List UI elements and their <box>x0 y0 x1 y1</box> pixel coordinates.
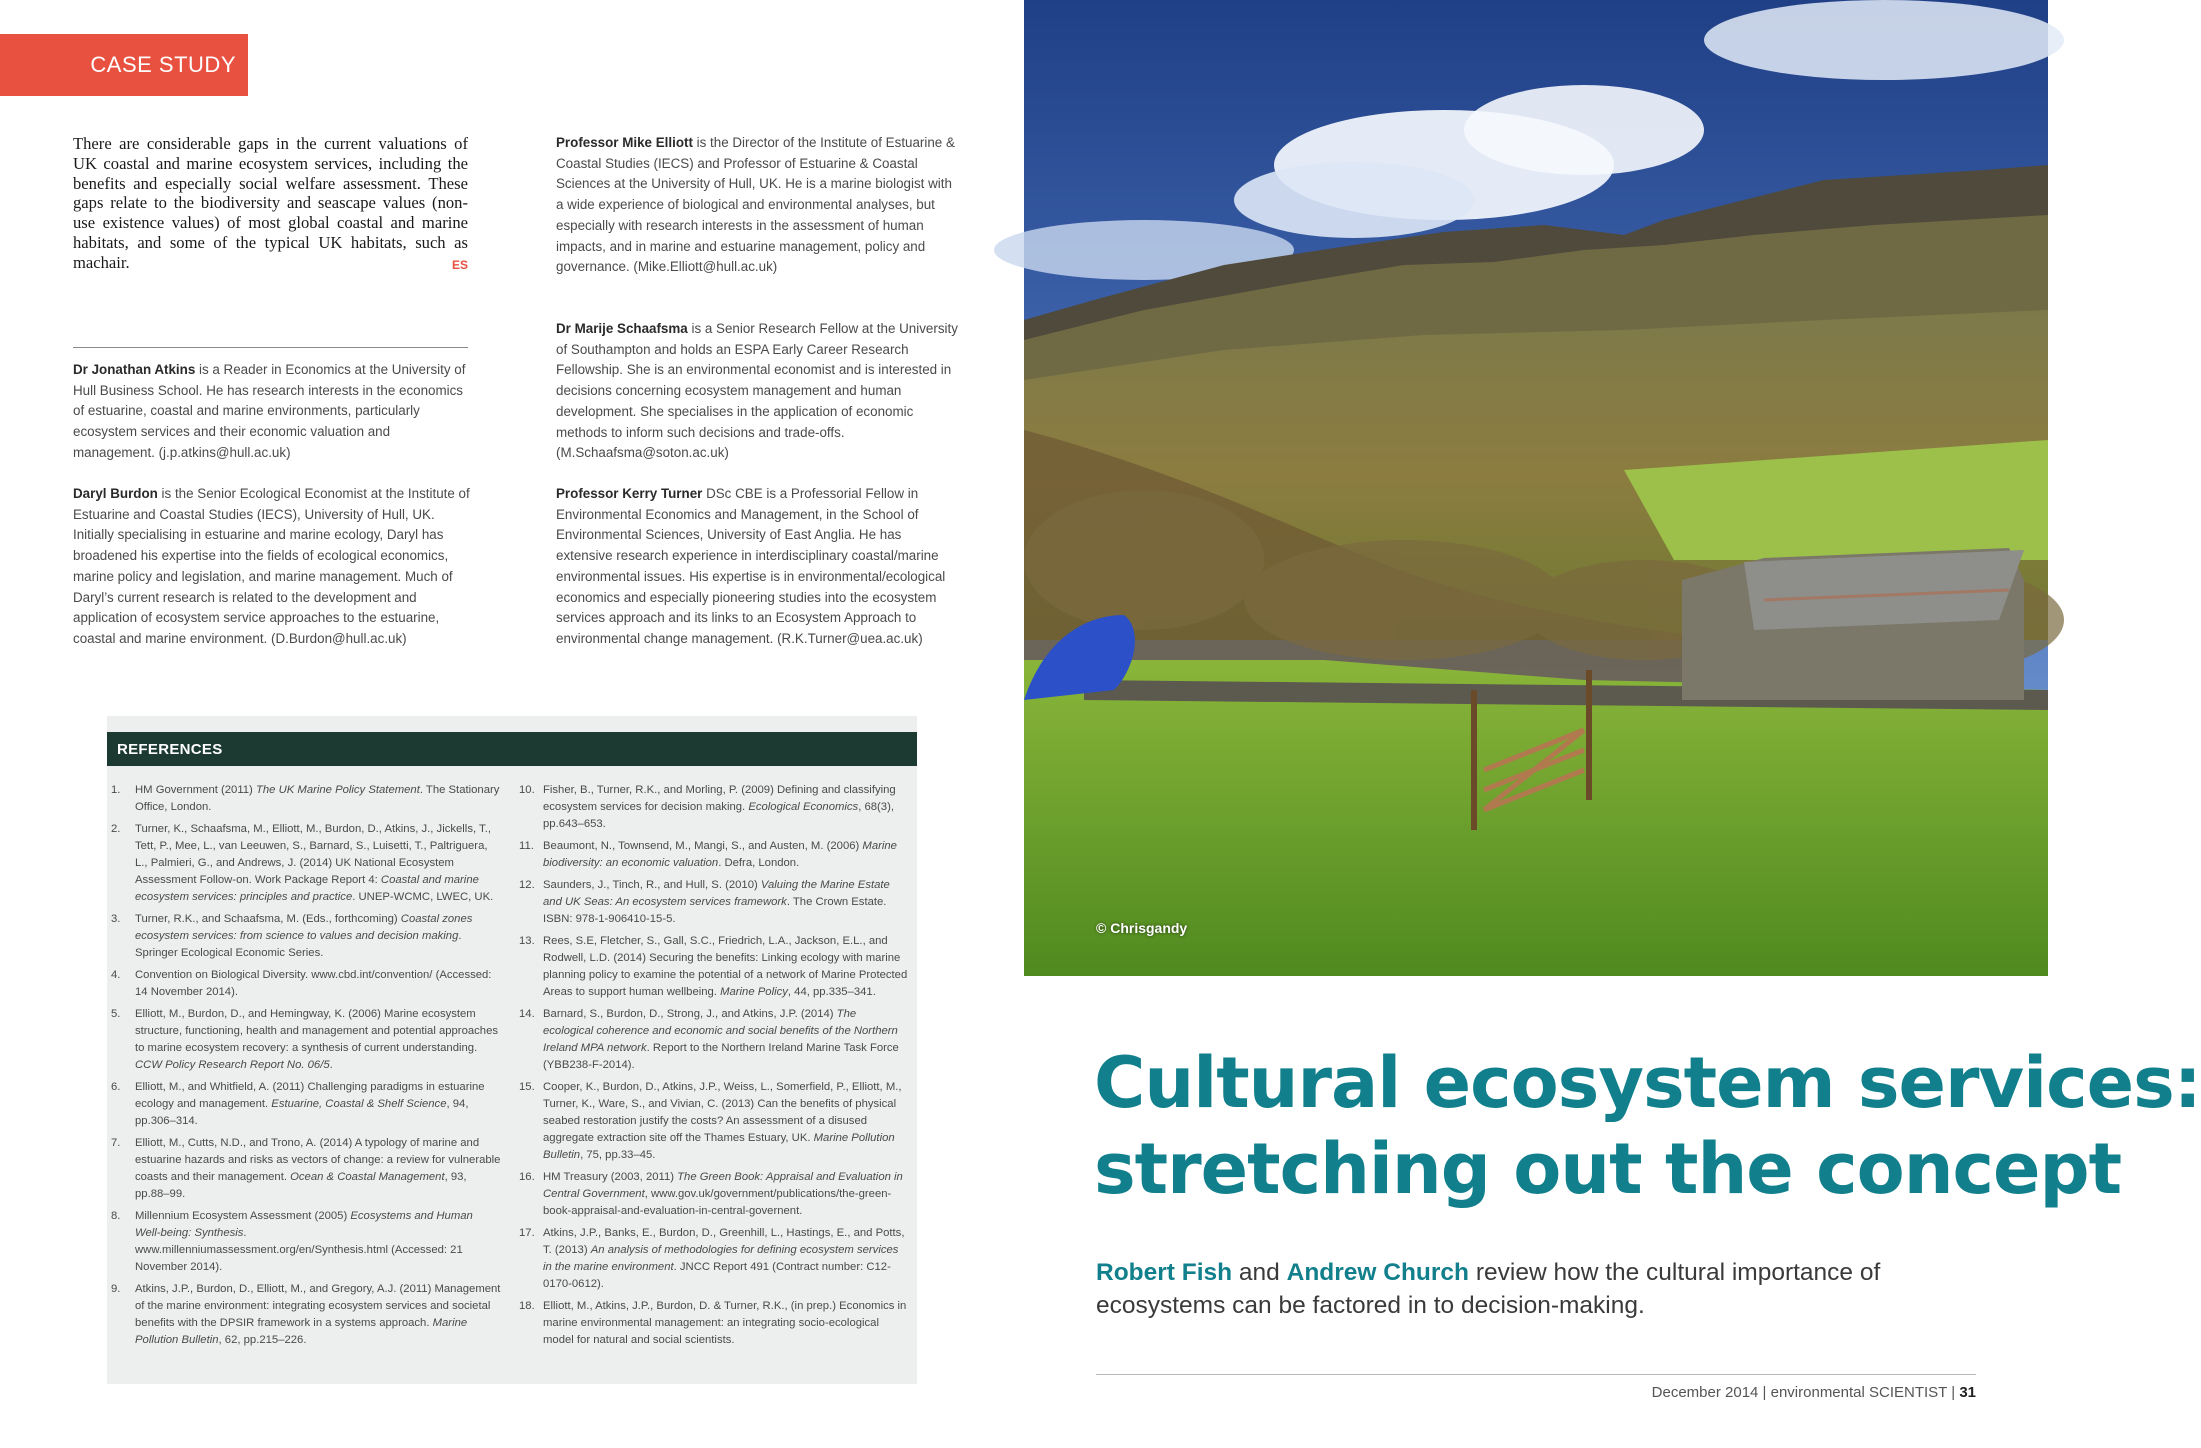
reference-text-part: . JNCC Report 491 (Contract number: C12-0170-0612). <box>543 1261 891 1290</box>
reference-text <box>543 1006 909 1074</box>
reference-text <box>543 782 909 833</box>
reference-text <box>543 1298 909 1349</box>
reference-item <box>111 1135 501 1203</box>
bio-text: is the Senior Ecological Economist at the Institute of Estuarine and Coastal Studies (IECS), University of Hull, UK. Initially specialising in estuarine and marine ecology, Daryl has broadened his expertise into the fields of ecological economics, marine policy and legislation, and marine management. Much of Daryl’s current research is related to the development and application of ecosystem service approaches to the estuarine, coastal and marine environment. (D.Burdon@hull.ac.uk) <box>73 486 470 646</box>
standfirst-and: and <box>1232 1259 1287 1286</box>
reference-text <box>543 877 909 928</box>
reference-text <box>135 821 501 906</box>
reference-text-part: Fisher, B., Turner, R.K., and Morling, P. (2009) Defining and classifying ecosystem services for decision making. <box>543 784 896 813</box>
bio-text: DSc CBE is a Professorial Fellow in Environmental Economics and Management, in the School of Environmental Sciences, University of East Anglia. He has extensive research experience in interdisciplinary coastal/marine environmental issues. His expertise is in environmental/ecological economics and especially pioneering studies into the ecosystem services approach and its links to an Ecosystem Approach to environmental change management. (R.K.Turner@uea.ac.uk) <box>556 486 946 646</box>
reference-item <box>111 1006 501 1074</box>
reference-number: 9. <box>111 1283 121 1295</box>
bio-elliott <box>556 133 961 278</box>
es-end-mark: ES <box>451 257 468 272</box>
intro-text: There are considerable gaps in the current valuations of UK coastal and marine ecosystem services, including the benefits and especially social welfare assessment. These gaps relate to the biodiversity and seascape values (non-use existence values) of most global coastal and marine habitats, and some of the typical UK habitats, such as machair. <box>73 134 468 272</box>
bio-text: is a Reader in Economics at the University of Hull Business School. He has research interests in the economics of estuarine, coastal and marine environments, particularly ecosystem services and their economic valuation and management. (j.p.atkins@hull.ac.uk) <box>73 362 466 460</box>
reference-number: 18. <box>519 1300 535 1312</box>
landscape-photo <box>1024 0 2048 976</box>
headline-line-2: stretching out the concept <box>1094 1128 2122 1210</box>
reference-number: 2. <box>111 823 121 835</box>
bio-burdon <box>73 484 473 650</box>
reference-number: 10. <box>519 784 535 796</box>
bio-name: Professor Mike Elliott <box>556 135 693 150</box>
reference-text-part: . UNEP-WCMC, LWEC, UK. <box>352 891 494 903</box>
reference-text-part: . <box>329 1059 333 1071</box>
reference-text-part: , 44, pp.335–341. <box>787 986 876 998</box>
page-footer <box>1652 1384 1976 1401</box>
reference-text-part: Elliott, M., Burdon, D., and Hemingway, K. (2006) Marine ecosystem structure, functioning, health and management and potential approaches to marine ecosystem recovery: a synthesis of current understanding. <box>135 1008 499 1054</box>
divider-rule <box>73 347 468 348</box>
reference-text-part: Convention on Biological Diversity. www.cbd.int/convention/ (Accessed: 14 November 2014). <box>135 969 492 998</box>
reference-item <box>111 782 501 816</box>
headline-line-1: Cultural ecosystem services: <box>1094 1042 2201 1124</box>
reference-text-part: Saunders, J., Tinch, R., and Hull, S. (2010) <box>543 879 761 891</box>
reference-number: 15. <box>519 1081 535 1093</box>
reference-item <box>111 1208 501 1276</box>
references-column-right <box>519 782 909 1354</box>
reference-item <box>519 1006 909 1074</box>
reference-title-italic: Coastal zones ecosystem services: from science to values and decision making <box>135 913 473 942</box>
footer-text: December 2014 | environmental SCIENTIST | <box>1651 1384 1960 1401</box>
reference-text <box>135 1281 501 1349</box>
reference-text <box>135 782 501 816</box>
standfirst <box>1096 1256 1996 1322</box>
reference-number: 16. <box>519 1171 535 1183</box>
reference-item <box>111 821 501 906</box>
reference-text-part: Beaumont, N., Townsend, M., Mangi, S., and Austen, M. (2006) <box>543 840 863 852</box>
reference-title-italic: Estuarine, Coastal & Shelf Science <box>271 1098 447 1110</box>
intro-paragraph <box>73 134 468 276</box>
reference-text-part: Elliott, M., and Whitfield, A. (2011) Challenging paradigms in estuarine ecology and management. <box>135 1081 485 1110</box>
reference-text-part: Barnard, S., Burdon, D., Strong, J., and Atkins, J.P. (2014) <box>543 1008 837 1020</box>
reference-number: 14. <box>519 1008 535 1020</box>
reference-item <box>519 838 909 872</box>
author-2: Andrew Church <box>1286 1259 1470 1286</box>
reference-title-italic: Marine Pollution Bulletin <box>543 1132 895 1161</box>
reference-number: 1. <box>111 784 121 796</box>
reference-text <box>135 1135 501 1203</box>
reference-text-part: Turner, K., Schaafsma, M., Elliott, M., Burdon, D., Atkins, J., Jickells, T., Tett, P., Mee, L., van Leeuwen, S., Barnard, S., Luisetti, T., Paltriguera, L., Palmieri, G., and Andrews, J. (2014) UK National Ecosystem Assessment Follow-on. Work Package Report 4: <box>135 823 491 886</box>
reference-text-part: . The Stationary Office, London. <box>135 784 500 813</box>
reference-title-italic: Ecological Economics <box>748 801 859 813</box>
standfirst-text: review how the cultural importance of ecosystems can be factored in to decision-making. <box>1096 1259 1881 1319</box>
reference-item <box>519 782 909 833</box>
reference-text <box>543 1169 909 1220</box>
reference-item <box>519 877 909 928</box>
reference-text-part: , 62, pp.215–226. <box>218 1334 307 1346</box>
references-column-left <box>111 782 501 1354</box>
bio-turner <box>556 484 961 650</box>
reference-number: 7. <box>111 1137 121 1149</box>
reference-text <box>135 967 501 1001</box>
reference-number: 11. <box>519 840 534 852</box>
reference-text <box>543 933 909 1001</box>
reference-text <box>135 1006 501 1074</box>
reference-number: 6. <box>111 1081 121 1093</box>
references-heading: REFERENCES <box>107 732 917 766</box>
footer-rule <box>1096 1374 1976 1375</box>
reference-text-part: Elliott, M., Cutts, N.D., and Trono, A. (2014) A typology of marine and estuarine hazards and risks as vectors of change: a review for vulnerable coasts and their management. <box>135 1137 501 1183</box>
reference-text-part: . Defra, London. <box>718 857 800 869</box>
reference-title-italic: An analysis of methodologies for defining ecosystem services in the marine environment <box>543 1244 899 1273</box>
reference-title-italic: The ecological coherence and economic and social benefits of the Northern Ireland MPA network <box>543 1008 898 1054</box>
reference-item <box>111 967 501 1001</box>
reference-title-italic: CCW Policy Research Report No. 06/5 <box>135 1059 330 1071</box>
reference-item <box>519 1225 909 1293</box>
bio-schaafsma <box>556 319 961 464</box>
reference-title-italic: Ecosystems and Human Well-being: Synthesis <box>135 1210 473 1239</box>
reference-text-part: HM Government (2011) <box>135 784 256 796</box>
reference-item <box>111 1281 501 1349</box>
reference-title-italic: Marine Policy <box>720 986 788 998</box>
reference-text-part: , 75, pp.33–45. <box>580 1149 656 1161</box>
reference-number: 4. <box>111 969 121 981</box>
reference-title-italic: Valuing the Marine Estate and UK Seas: An ecosystem services framework <box>543 879 890 908</box>
reference-text-part: , www.gov.uk/government/publications/the-green-book-appraisal-and-evaluation-in-central-governent. <box>543 1188 892 1217</box>
case-study-tag: CASE STUDY <box>0 34 248 96</box>
reference-text-part: . www.millenniumassessment.org/en/Synthesis.html (Accessed: 21 November 2014). <box>135 1227 463 1273</box>
headline <box>1094 1040 2201 1212</box>
reference-title-italic: The Green Book: Appraisal and Evaluation in Central Government <box>543 1171 903 1200</box>
reference-text-part: Millennium Ecosystem Assessment (2005) <box>135 1210 351 1222</box>
bio-name: Dr Jonathan Atkins <box>73 362 196 377</box>
reference-text <box>543 1079 909 1164</box>
reference-text-part: HM Treasury (2003, 2011) <box>543 1171 678 1183</box>
reference-item <box>519 1169 909 1220</box>
reference-number: 8. <box>111 1210 121 1222</box>
reference-text-part: . Report to the Northern Ireland Marine Task Force (YBB238-F-2014). <box>543 1042 899 1071</box>
reference-text-part: . The Crown Estate. ISBN: 978-1-906410-15-5. <box>543 896 887 925</box>
page-number: 31 <box>1959 1384 1976 1401</box>
reference-item <box>519 1298 909 1349</box>
reference-text-part: , 68(3), pp.643–653. <box>543 801 894 830</box>
references-box <box>107 716 917 1384</box>
reference-text-part: , 93, pp.88–99. <box>135 1171 467 1200</box>
reference-text <box>543 1225 909 1293</box>
reference-number: 5. <box>111 1008 121 1020</box>
reference-text <box>543 838 909 872</box>
reference-item <box>111 1079 501 1130</box>
bio-text: is a Senior Research Fellow at the University of Southampton and holds an ESPA Early Career Research Fellowship. She is an environmental economist and is interested in decisions concerning ecosystem management and human development. She specialises in the application of economic methods to inform such decisions and trade-offs. (M.Schaafsma@soton.ac.uk) <box>556 321 958 461</box>
reference-title-italic: Marine Pollution Bulletin <box>135 1317 468 1346</box>
reference-text-part: , 94, pp.306–314. <box>135 1098 469 1127</box>
reference-text-part: Turner, R.K., and Schaafsma, M. (Eds., forthcoming) <box>135 913 401 925</box>
reference-title-italic: Ocean & Coastal Management <box>290 1171 445 1183</box>
bio-atkins <box>73 360 473 464</box>
reference-title-italic: Coastal and marine ecosystem services: principles and practice <box>135 874 479 903</box>
reference-number: 12. <box>519 879 535 891</box>
reference-text-part: Atkins, J.P., Banks, E., Burdon, D., Greenhill, L., Hastings, E., and Potts, T. (2013) <box>543 1227 905 1256</box>
reference-number: 3. <box>111 913 121 925</box>
reference-item <box>111 911 501 962</box>
reference-text <box>135 911 501 962</box>
reference-item <box>519 1079 909 1164</box>
bio-name: Professor Kerry Turner <box>556 486 703 501</box>
reference-text <box>135 1079 501 1130</box>
reference-text-part: Atkins, J.P., Burdon, D., Elliott, M., and Gregory, A.J. (2011) Management of the marine environment: integrating ecosystem services and societal benefits with the DPSIR framework in a systems approach. <box>135 1283 501 1329</box>
author-1: Robert Fish <box>1096 1259 1233 1286</box>
reference-number: 13. <box>519 935 535 947</box>
reference-text-part: Cooper, K., Burdon, D., Atkins, J.P., Weiss, L., Somerfield, P., Elliott, M., Turner, K., Ware, S., and Vivian, C. (2013) Can the benefits of physical seabed restoration justify the costs? An assessment of a disused aggregate extraction site off the Thames Estuary, UK. <box>543 1081 902 1144</box>
reference-text-part: Rees, S.E, Fletcher, S., Gall, S.C., Friedrich, L.A., Jackson, E.L., and Rodwell, L.D. (2014) Securing the benefits: Linking ecology with marine planning policy to examine the potential of a network of Marine Protected Areas to support human wellbeing. <box>543 935 908 998</box>
reference-number: 17. <box>519 1227 535 1239</box>
reference-title-italic: Marine biodiversity: an economic valuation <box>543 840 897 869</box>
reference-text <box>135 1208 501 1276</box>
reference-text-part: Elliott, M., Atkins, J.P., Burdon, D. & Turner, R.K., (in prep.) Economics in marine environmental management: an integrating socio-ecological model for natural and social scientists. <box>543 1300 907 1346</box>
bio-name: Dr Marije Schaafsma <box>556 321 688 336</box>
bio-text: is the Director of the Institute of Estuarine & Coastal Studies (IECS) and Professor of Estuarine & Coastal Sciences at the University of Hull, UK. He is a marine biologist with a wide experience of biological and environmental analyses, but especially with research interests in the assessment of human impacts, and in marine and estuarine management, policy and governance. (Mike.Elliott@hull.ac.uk) <box>556 135 955 275</box>
bio-name: Daryl Burdon <box>73 486 158 501</box>
reference-text-part: . Springer Ecological Economic Series. <box>135 930 462 959</box>
reference-item <box>519 933 909 1001</box>
reference-title-italic: The UK Marine Policy Statement <box>255 784 420 796</box>
photo-credit: © Chrisgandy <box>1096 920 1188 936</box>
